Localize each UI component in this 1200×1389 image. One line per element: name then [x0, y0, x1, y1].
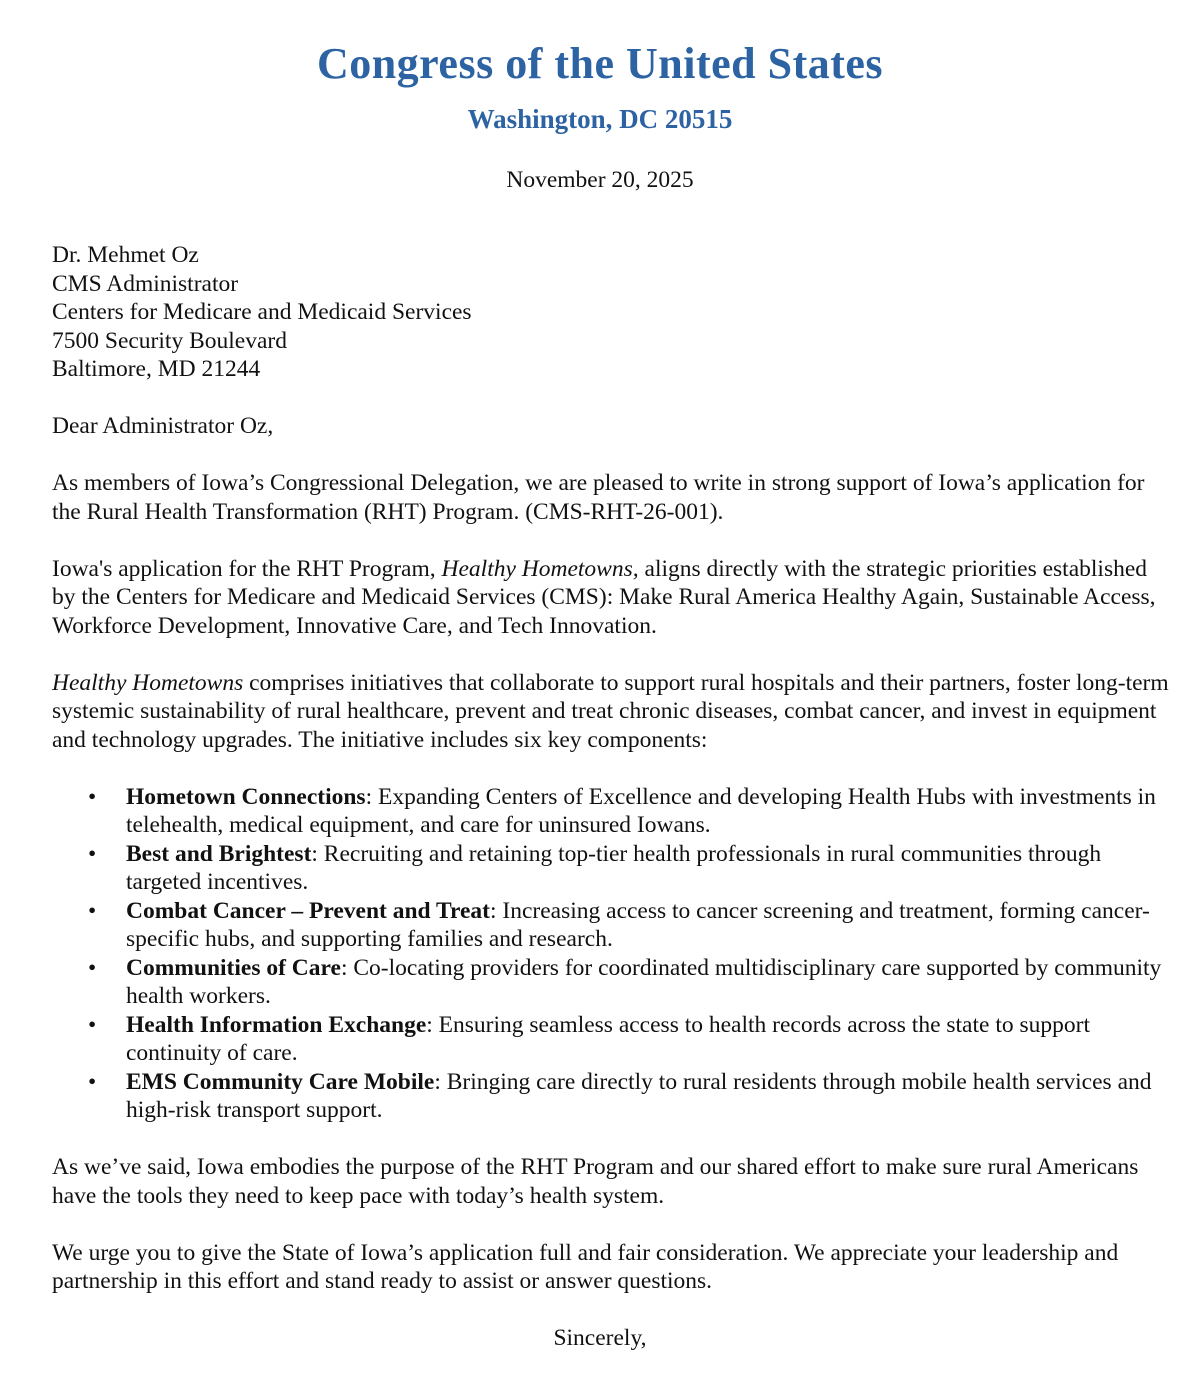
recipient-line: Baltimore, MD 21244 [52, 356, 261, 382]
list-item [88, 897, 1172, 954]
text: aligns directly with the strategic priorities established by the Centers for Medicare and Medicaid Services (CMS): Make Rural America Healthy Again, Sustainable Access, Workforce Development, Innovative Care, and Tech Innovation. [52, 555, 1156, 639]
item-text: : Ensuring seamless access to health records across the state to support continuity of care. [126, 1011, 1090, 1066]
item-title: Best and Brightest [126, 840, 312, 867]
item-text: : Bringing care directly to rural residents through mobile health services and high-risk transport support. [126, 1068, 1152, 1123]
bullet-icon: • [88, 954, 97, 981]
text: comprises initiatives that collaborate to support rural hospitals and their partners, foster long-term systemic sustainability of rural healthcare, prevent and treat chronic diseases, combat cancer, and invest in equipment and technology upgrades. The initiative includes six key components: [52, 669, 1169, 753]
item-text: : Expanding Centers of Excellence and developing Health Hubs with investments in telehealth, medical equipment, and care for uninsured Iowans. [126, 783, 1156, 838]
item-title: Health Information Exchange [126, 1011, 427, 1038]
item-title: Communities of Care [126, 954, 341, 981]
bullet-icon: • [88, 1068, 97, 1095]
item-text: : Co-locating providers for coordinated multidisciplinary care supported by community health workers. [126, 954, 1162, 1009]
bullet-icon: • [88, 783, 97, 810]
text: Iowa's application for the RHT Program, [52, 555, 442, 582]
program-name: Healthy Hometowns [52, 669, 244, 696]
salutation: Dear Administrator Oz, [52, 413, 274, 439]
recipient-line: 7500 Security Boulevard [52, 327, 287, 354]
item-title: Combat Cancer – Prevent and Treat [126, 897, 490, 924]
paragraph-2 [52, 555, 1172, 641]
list-item [88, 783, 1172, 840]
letter-date: November 20, 2025 [506, 167, 694, 193]
letterhead-subtitle: Washington, DC 20515 [467, 104, 733, 134]
letterhead-title: Congress of the United States [316, 39, 884, 88]
recipient-address [52, 241, 1172, 384]
closing: Sincerely, [553, 1325, 647, 1351]
recipient-line: Dr. Mehmet Oz [52, 242, 199, 268]
list-item [88, 1068, 1172, 1125]
paragraph-3 [52, 669, 1172, 755]
item-text: : Recruiting and retaining top-tier health professionals in rural communities through targeted incentives. [126, 840, 1102, 895]
bullet-icon: • [88, 897, 97, 924]
item-title: EMS Community Care Mobile [126, 1068, 435, 1095]
list-item [88, 954, 1172, 1011]
list-item [88, 840, 1172, 897]
list-item [88, 1011, 1172, 1068]
bullet-icon: • [88, 1011, 97, 1038]
item-text: : Increasing access to cancer screening and treatment, forming cancer-specific hubs, and supporting families and research. [126, 897, 1150, 952]
item-title: Hometown Connections [126, 783, 366, 810]
paragraph-5: We urge you to give the State of Iowa’s application full and fair consideration. We appreciate your leadership and partnership in this effort and stand ready to assist or answer questions. [52, 1239, 1119, 1294]
letter-body [52, 241, 1172, 1381]
components-list [52, 783, 1172, 1125]
bullet-icon: • [88, 840, 97, 867]
recipient-line: Centers for Medicare and Medicaid Services [52, 299, 472, 325]
paragraph-4: As we’ve said, Iowa embodies the purpose of the RHT Program and our shared effort to make sure rural Americans have the tools they need to keep pace with today’s health system. [52, 1154, 1139, 1209]
recipient-line: CMS Administrator [52, 270, 239, 297]
program-name: Healthy Hometowns, [441, 555, 639, 582]
paragraph-1: As members of Iowa’s Congressional Delegation, we are pleased to write in strong support of Iowa’s application for the Rural Health Transformation (RHT) Program. (CMS-RHT-26-001). [52, 470, 1145, 525]
